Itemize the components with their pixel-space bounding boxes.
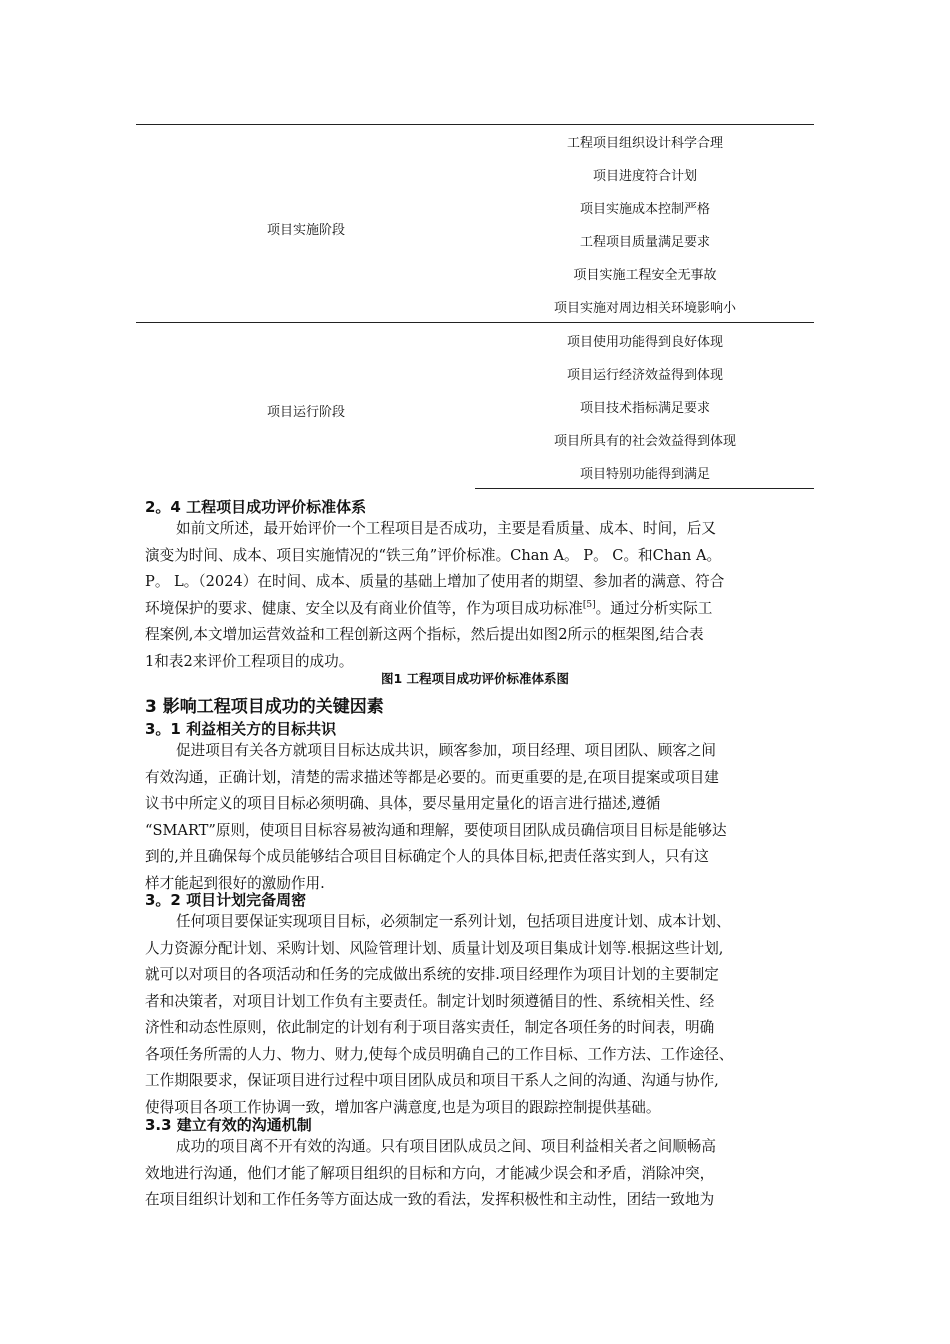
- text-line: 在项目组织计划和工作任务等方面达成一致的看法，发挥积极性和主动性，团结一致地为: [145, 1191, 715, 1208]
- criterion-item: 项目技术指标满足要求: [579, 401, 710, 416]
- text-line: 样才能起到很好的激励作用.: [145, 874, 325, 892]
- text-line: P。 L。（2024）在时间、成本、质量的基础上增加了使用者的期望、参加者的满意、符合: [145, 573, 725, 590]
- text-line: 到的,并且确保每个成员能够结合项目目标确定个人的具体目标,把责任落实到人，只有这: [145, 848, 709, 865]
- paragraph-2-4: [145, 516, 817, 675]
- criterion-item: 项目实施对周边相关环境影响小: [553, 301, 736, 316]
- text-segment: 环境保护的要求、健康、安全以及有商业价值等，作为项目成功标准: [145, 599, 583, 617]
- paragraph-3-2: [145, 909, 817, 1121]
- text-line: 就可以对项目的各项活动和任务的完成做出系统的安排.项目经理作为项目计划的主要制定: [145, 966, 719, 983]
- table-middle-rule: [136, 322, 814, 323]
- text-line: 促进项目有关各方就项目目标达成共识，顾客参加，项目经理、项目团队、顾客之间: [176, 742, 716, 759]
- text-line: “SMART”原则，使项目目标容易被沟通和理解，要使项目团队成员确信项目目标是能够达: [145, 821, 727, 839]
- text-line: 使得项目各项工作协调一致，增加客户满意度,也是为项目的跟踪控制提供基础。: [145, 1098, 661, 1116]
- section-heading-3-3: 3.3 建立有效的沟通机制: [145, 1116, 312, 1134]
- text-line: 议书中所定义的项目目标必须明确、具体，要尽量用定量化的语言进行描述,遵循: [145, 795, 661, 812]
- citation-ref: [5]: [582, 599, 596, 610]
- criteria-list-operation: [476, 334, 814, 499]
- criterion-item: 项目使用功能得到良好体现: [566, 335, 723, 350]
- text-line: 演变为时间、成本、项目实施情况的“铁三角”评价标准。Chan A。 P。 C。和Chan A。: [145, 546, 722, 564]
- text-line: 济性和动态性原则，依此制定的计划有利于项目落实责任，制定各项任务的时间表，明确: [145, 1019, 715, 1036]
- criterion-item: 项目实施成本控制严格: [579, 202, 710, 217]
- text-line: 成功的项目离不开有效的沟通。只有项目团队成员之间、项目利益相关者之间顺畅高: [176, 1138, 716, 1155]
- section-heading-3-1: 3。1 利益相关方的目标共识: [145, 720, 337, 738]
- text-line: 1和表2来评价工程项目的成功。: [145, 652, 354, 670]
- text-line: 如前文所述，最开始评价一个工程项目是否成功，主要是看质量、成本、时间，后又: [176, 520, 716, 537]
- text-line-with-citation: [145, 596, 817, 623]
- table-top-rule: [136, 124, 814, 125]
- text-line: 者和决策者，对项目计划工作负有主要责任。制定计划时须遵循目的性、系统相关性、经: [145, 992, 715, 1010]
- text-line: 人力资源分配计划、采购计划、风险管理计划、质量计划及项目集成计划等.根据这些计划,: [145, 939, 724, 957]
- criteria-table: [136, 124, 814, 494]
- paragraph-3-3: [145, 1134, 817, 1214]
- criterion-item: 项目所具有的社会效益得到体现: [553, 434, 736, 449]
- paragraph-3-1: [145, 738, 817, 897]
- criterion-item: 项目特别功能得到满足: [579, 467, 710, 482]
- stage-label-implementation: 项目实施阶段: [266, 223, 345, 238]
- criterion-item: 工程项目质量满足要求: [579, 235, 710, 250]
- criterion-item: 项目进度符合计划: [592, 169, 697, 184]
- text-line: 程案例,本文增加运营效益和工程创新这两个指标，然后提出如图2所示的框架图,结合表: [145, 626, 704, 643]
- criterion-item: 工程项目组织设计科学合理: [566, 136, 723, 151]
- text-line: 工作期限要求，保证项目进行过程中项目团队成员和项目干系人之间的沟通、沟通与协作,: [145, 1072, 719, 1089]
- section-heading-3-2: 3。2 项目计划完备周密: [145, 891, 307, 909]
- table-bottom-rule: [475, 488, 814, 489]
- text-line: 各项任务所需的人力、物力、财力,使每个成员明确自己的工作目标、工作方法、工作途径、: [145, 1045, 734, 1063]
- text-line: 效地进行沟通，他们才能了解项目组织的目标和方向，才能减少误会和矛盾，消除冲突，: [145, 1164, 715, 1182]
- criteria-list-implementation: [476, 135, 814, 333]
- section-heading-3: 3 影响工程项目成功的关键因素: [145, 697, 384, 717]
- text-line: 任何项目要保证实现项目目标，必须制定一系列计划，包括项目进度计划、成本计划、: [176, 913, 731, 930]
- section-heading-2-4: 2。4 工程项目成功评价标准体系: [145, 498, 367, 516]
- text-line: 有效沟通，正确计划，清楚的需求描述等都是必要的。而更重要的是,在项目提案或项目建: [145, 768, 719, 786]
- figure-caption: 图1 工程项目成功评价标准体系图: [380, 671, 570, 686]
- text-segment: 。通过分析实际工: [595, 599, 713, 617]
- stage-label-operation: 项目运行阶段: [266, 405, 345, 420]
- criterion-item: 项目运行经济效益得到体现: [566, 368, 723, 383]
- criterion-item: 项目实施工程安全无事故: [573, 268, 717, 283]
